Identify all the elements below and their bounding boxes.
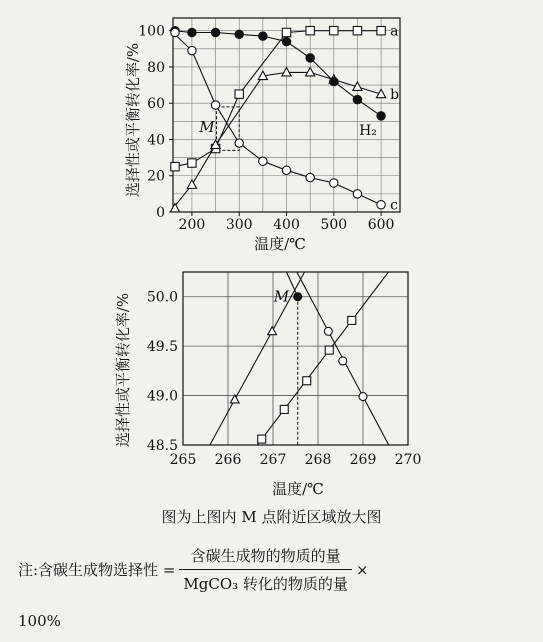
top-series-3-marker bbox=[235, 139, 243, 147]
top-x-tick-label: 200 bbox=[178, 217, 206, 233]
top-series-0-marker bbox=[330, 26, 338, 34]
top-y-tick-label: 20 bbox=[147, 168, 165, 185]
bottom-series-2-marker bbox=[359, 393, 367, 401]
top-series-0-marker bbox=[188, 159, 196, 167]
bottom-series-1-marker bbox=[303, 377, 311, 385]
top-series-2-marker bbox=[235, 30, 243, 38]
note-fraction bbox=[179, 545, 352, 594]
top-y-tick-label: 100 bbox=[138, 23, 165, 40]
top-series-1-marker bbox=[170, 204, 179, 212]
top-series-0-marker bbox=[282, 28, 290, 36]
note-times: × bbox=[355, 560, 369, 579]
top-series-0-marker bbox=[377, 26, 385, 34]
top-series-0-marker bbox=[235, 90, 243, 98]
top-series-1-marker bbox=[187, 180, 196, 188]
bottom-series-0-marker bbox=[230, 395, 239, 403]
note-numerator: 含碳生成物的物质的量 bbox=[190, 547, 341, 565]
top-series-1-marker bbox=[306, 68, 315, 76]
top-series-name-label: a bbox=[390, 23, 399, 40]
bottom-series-1-marker bbox=[348, 316, 356, 324]
top-series-2-marker bbox=[330, 77, 338, 85]
top-series-3-marker bbox=[353, 190, 361, 198]
top-x-tick-label: 600 bbox=[367, 217, 395, 233]
note-denominator: MgCO₃ 转化的物质的量 bbox=[179, 569, 352, 594]
top-series-3-marker bbox=[188, 46, 196, 54]
top-series-3-marker bbox=[282, 166, 290, 174]
selectivity-note bbox=[18, 545, 369, 594]
top-chart bbox=[0, 0, 543, 255]
top-series-1-marker bbox=[282, 68, 291, 76]
top-series-2-marker bbox=[353, 95, 361, 103]
bottom-y-axis-label: 选择性或平衡转化率/% bbox=[114, 292, 132, 448]
top-series-2-marker bbox=[259, 32, 267, 40]
top-y-tick-label: 60 bbox=[147, 96, 165, 113]
bottom-x-tick-label: 265 bbox=[169, 452, 197, 468]
top-series-3-marker bbox=[377, 201, 385, 209]
bottom-x-axis-label: 温度/℃ bbox=[272, 480, 324, 498]
top-y-tick-label: 40 bbox=[147, 132, 165, 149]
top-series-name-label: H₂ bbox=[359, 122, 377, 139]
top-series-2-marker bbox=[188, 28, 196, 36]
top-series-3-marker bbox=[306, 173, 314, 181]
bottom-y-tick-label: 49.0 bbox=[146, 388, 178, 405]
bottom-series-line-0 bbox=[210, 268, 307, 445]
top-y-tick-label: 0 bbox=[156, 205, 165, 221]
top-series-3-marker bbox=[171, 28, 179, 36]
top-series-3-marker bbox=[330, 179, 338, 187]
bottom-x-tick-label: 269 bbox=[349, 452, 377, 468]
top-m-point-label: M bbox=[199, 117, 215, 136]
top-series-0-marker bbox=[171, 162, 179, 170]
top-x-axis-label: 温度/℃ bbox=[254, 235, 306, 253]
top-y-axis-label: 选择性或平衡转化率/% bbox=[124, 42, 142, 198]
top-x-tick-label: 300 bbox=[225, 217, 253, 233]
note-percent: 100% bbox=[18, 612, 61, 630]
bottom-x-tick-label: 267 bbox=[259, 452, 287, 468]
top-series-2-marker bbox=[211, 28, 219, 36]
bottom-y-tick-label: 49.5 bbox=[146, 339, 178, 356]
top-series-0-marker bbox=[306, 26, 314, 34]
bottom-y-tick-label: 48.5 bbox=[146, 438, 178, 454]
bottom-y-tick-label: 50.0 bbox=[146, 289, 178, 306]
top-series-2-marker bbox=[377, 112, 385, 120]
top-x-tick-label: 400 bbox=[273, 217, 300, 233]
top-series-name-label: b bbox=[390, 87, 400, 104]
bottom-series-0-marker bbox=[268, 327, 277, 335]
bottom-x-tick-label: 270 bbox=[394, 452, 422, 468]
top-series-2-marker bbox=[282, 37, 290, 45]
bottom-series-1-marker bbox=[280, 405, 288, 413]
bottom-x-tick-label: 266 bbox=[214, 452, 242, 468]
figure-caption: 图为上图内 M 点附近区域放大图 bbox=[161, 508, 382, 526]
top-series-line-1 bbox=[173, 72, 381, 208]
bottom-series-3-marker bbox=[294, 293, 302, 301]
note-prefix: 注:含碳生成物选择性 = bbox=[18, 561, 176, 579]
bottom-series-1-marker bbox=[325, 346, 333, 354]
bottom-x-tick-label: 268 bbox=[304, 452, 332, 468]
bottom-series-2-marker bbox=[324, 327, 332, 335]
top-series-3-marker bbox=[211, 101, 219, 109]
top-series-0-marker bbox=[353, 26, 361, 34]
bottom-m-point-label: M bbox=[273, 287, 290, 306]
top-x-tick-label: 500 bbox=[320, 217, 348, 233]
top-series-3-marker bbox=[259, 157, 267, 165]
bottom-series-2-marker bbox=[339, 357, 347, 365]
top-series-name-label: c bbox=[390, 197, 398, 214]
top-series-line-0 bbox=[173, 31, 381, 167]
bottom-series-1-marker bbox=[258, 435, 266, 443]
top-series-2-marker bbox=[306, 54, 314, 62]
bottom-chart bbox=[0, 250, 543, 500]
top-y-tick-label: 80 bbox=[147, 59, 165, 76]
